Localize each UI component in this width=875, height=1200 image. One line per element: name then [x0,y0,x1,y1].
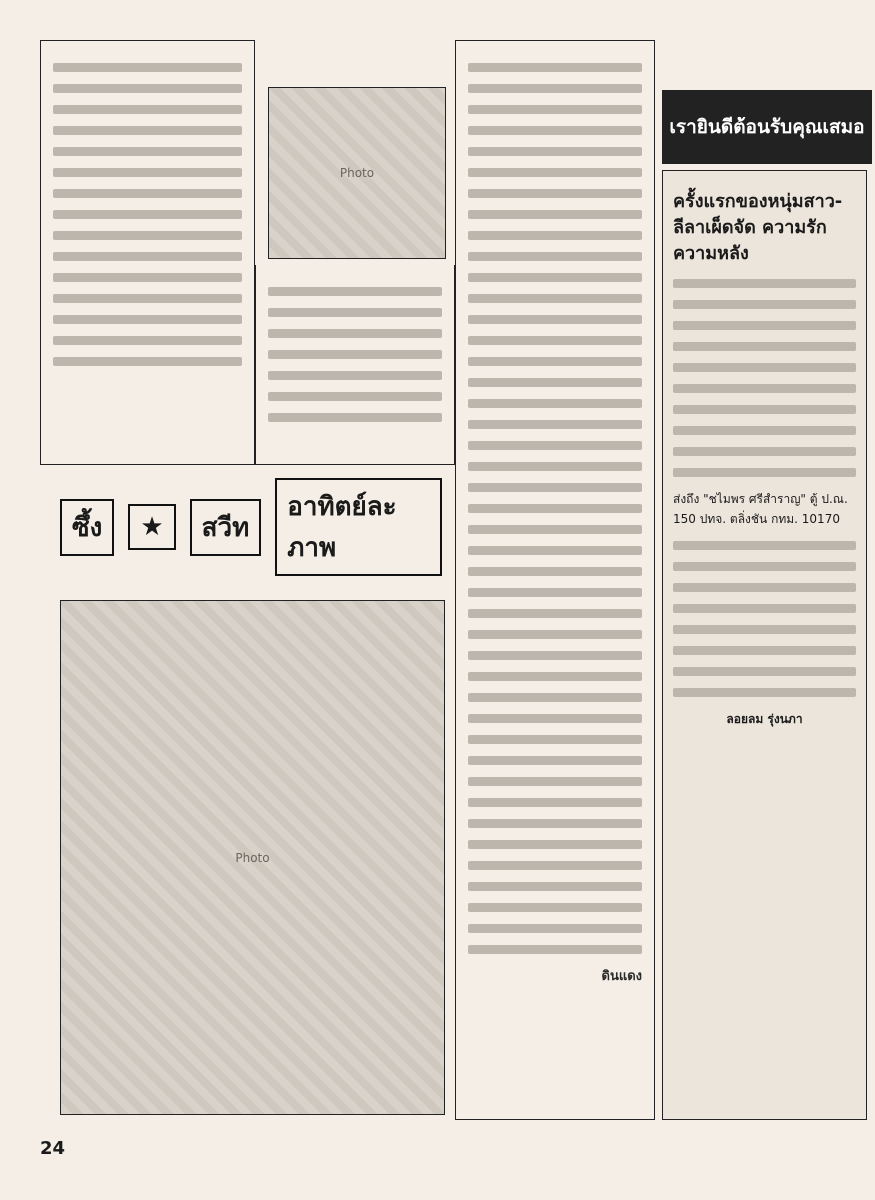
story-header [60,482,442,572]
sidebar-banner: เรายินดีต้อนรับคุณเสมอ [662,90,872,164]
submissions-sidebar [662,170,867,1120]
story-text-placeholder [53,63,242,366]
column-1 [40,40,255,465]
column-2 [255,265,455,465]
star-icon: ★ [128,504,175,550]
header-word: สวีท [190,499,262,556]
sidebar-text-placeholder [673,279,856,477]
header-word: ซึ้ง [60,499,114,556]
sidebar-headline: ครั้งแรกของหนุ่มสาว-ลีลาเผ็ดจัด ความรักความหลัง [673,191,843,264]
portrait-photo: Photo [268,87,446,259]
story-text-placeholder [268,287,442,422]
story-text-placeholder [468,63,642,954]
sidebar-text-placeholder [673,541,856,697]
page-number: 24 [40,1138,66,1159]
main-photo: Photo [60,600,445,1115]
header-word: อาทิตย์ละภาพ [275,478,442,576]
author-name: ดินแดง [601,969,642,984]
signature: ลอยลม รุ่งนภา [726,712,803,726]
address-line: ส่งถึง "ชไมพร ศรีสำราญ" ตู้ ป.ณ. 150 ปทจ. ตลิ่งชัน กทม. 10170 [673,492,848,526]
column-3 [455,40,655,1120]
